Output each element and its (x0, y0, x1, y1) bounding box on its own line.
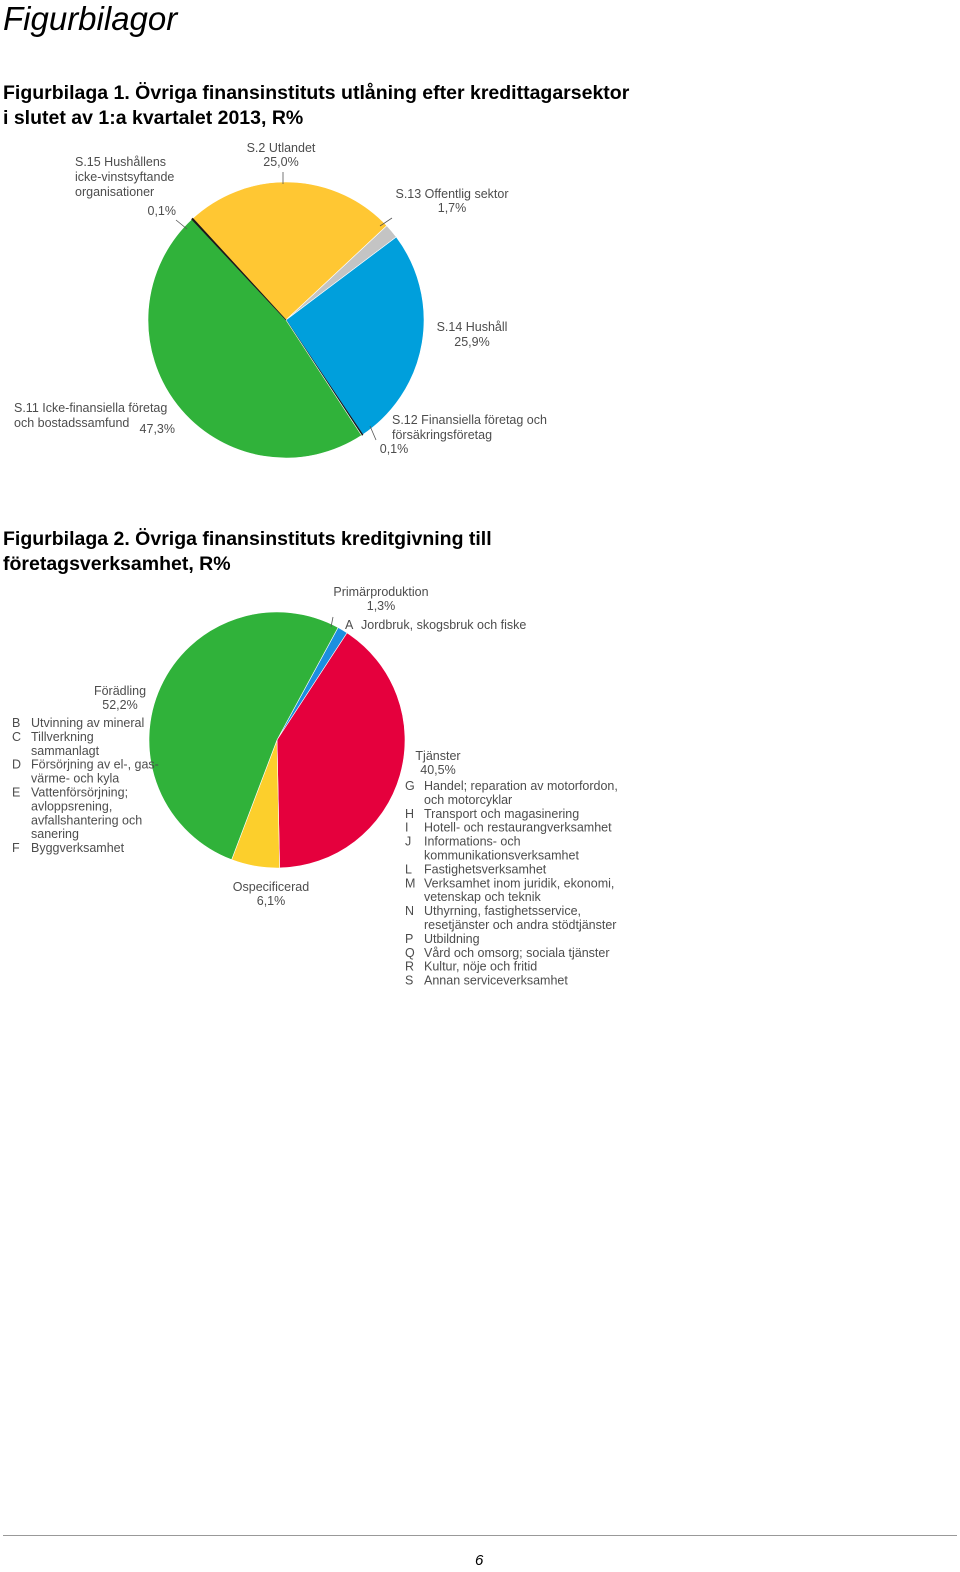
figure-1-caption (3, 81, 629, 131)
pie2-legend-1-text-1: och motorcyklar (424, 792, 513, 807)
pie2-legend-1-code-13: R (405, 959, 415, 974)
pie2-legend-1-text-13: Kultur, nöje och fritid (424, 959, 538, 974)
pie2-legend-1-code-12: Q (405, 945, 415, 960)
pie1-label-1: S.13 Offentlig sektor (395, 187, 509, 201)
pie2-legend-1-text-0: Handel; reparation av motorfordon, (424, 779, 618, 793)
pie2-legend-1-code-4: J (405, 834, 412, 849)
pie2-legend-3-text-7: avfallshantering och (31, 813, 143, 828)
pie1-label-3: S.12 Finansiella företag och försäkringsföretag (392, 413, 547, 442)
pie2-label-2: Ospecificerad (232, 880, 310, 894)
pie1-value-4: 47,3% (139, 422, 175, 436)
pie2-legend-1-code-7: M (405, 876, 416, 891)
pie2-legend-1-text-11: Utbildning (424, 931, 480, 946)
pie2-legend-1-text-14: Annan serviceverksamhet (424, 973, 568, 988)
pie2-legend-3-text-2: sammanlagt (31, 743, 100, 758)
pie2-legend-0-code-0: A (345, 618, 354, 632)
figure-2-caption (3, 527, 492, 577)
pie2-legend-3-text-9: Byggverksamhet (31, 841, 125, 856)
pie2-label-3: Förädling (93, 684, 147, 698)
pie2-legend-3-text-0: Utvinning av mineral (31, 716, 145, 730)
pie2-value-2: 6,1% (256, 894, 286, 908)
pie1-value-2: 25,9% (454, 335, 490, 349)
pie2-label-1: Tjänster (415, 749, 461, 763)
pie2-legend-3-text-3: Försörjning av el-, gas- (31, 757, 159, 772)
pie2-value-1: 40,5% (420, 763, 456, 777)
pie2-legend-1-code-6: L (405, 862, 412, 877)
pie2-legend-3-text-4: värme- och kyla (31, 771, 120, 786)
pie2-legend-1-text-2: Transport och magasinering (424, 806, 580, 821)
pie2-legend-1-text-6: Fastighetsverksamhet (424, 862, 547, 877)
pie1-leader-3 (370, 426, 376, 440)
page-title: Figurbilagor (3, 0, 178, 37)
pie2-legend-3-code-5: E (12, 785, 21, 800)
pie2-legend-3-code-0: B (12, 716, 21, 730)
pie2-legend-1-code-14: S (405, 973, 414, 988)
pie2-value-3: 52,2% (102, 698, 138, 712)
pie2-legend-1-code-11: P (405, 931, 414, 946)
pie-chart-credit-to-business (0, 580, 960, 1000)
pie2-legend-1-code-9: N (405, 904, 415, 919)
pie2-legend-1-code-2: H (405, 806, 415, 821)
figure-2-caption-line-2: företagsverksamhet, R% (3, 553, 231, 575)
pie2-legend-1-text-10: resetjänster och andra stödtjänster (424, 918, 617, 932)
pie1-value-5: 0,1% (147, 204, 176, 218)
pie1-value-3: 0,1% (379, 442, 409, 456)
pie2-legend-1-text-9: Uthyrning, fastighetsservice, (424, 904, 582, 919)
pie2-legend-1-text-3: Hotell- och restaurangverksamhet (424, 820, 612, 835)
figure-1-caption-line-2: i slutet av 1:a kvartalet 2013, R% (3, 107, 304, 129)
pie1-label-5: S.15 Hushållens icke-vinstsyftande organisationer (75, 155, 175, 199)
pie2-legend-3-code-9: F (12, 841, 20, 856)
pie2-legend-3-text-1: Tillverkning (31, 729, 94, 744)
figure-1-caption-line-1: Figurbilaga 1. Övriga finansinstituts utlåning efter kredittagarsektor (3, 82, 630, 104)
pie2-legend-3-code-1: C (12, 729, 22, 744)
pie1-label-2: S.14 Hushåll (436, 320, 508, 334)
pie2-value-0: 1,3% (366, 599, 396, 613)
pie2-legend-1-text-8: vetenskap och teknik (424, 890, 541, 905)
pie2-legend-1-text-5: kommunikationsverksamhet (424, 848, 579, 863)
pie1-leader-5 (176, 220, 187, 229)
page-number: 6 (475, 1552, 484, 1569)
pie2-legend-3-text-8: sanering (31, 827, 79, 842)
pie2-label-0: Primärproduktion (333, 585, 429, 599)
footer-divider (3, 1535, 957, 1536)
pie1-label-0: S.2 Utlandet (246, 141, 316, 155)
pie2-legend-1-text-4: Informations- och (424, 834, 521, 849)
pie1-label-4: S.11 Icke-finansiella företag och bostadssamfund (14, 401, 168, 430)
pie2-legend-3-text-5: Vattenförsörjning; (31, 785, 129, 800)
pie1-value-0: 25,0% (263, 155, 299, 169)
pie-chart-lending-by-sector (0, 136, 960, 466)
pie2-legend-3-text-6: avloppsrening, (31, 799, 113, 814)
pie2-legend-1-code-3: I (405, 820, 409, 835)
pie2-legend-1-text-7: Verksamhet inom juridik, ekonomi, (424, 876, 615, 891)
pie2-legend-3-code-3: D (12, 757, 22, 772)
figure-2-caption-line-1: Figurbilaga 2. Övriga finansinstituts kreditgivning till (3, 528, 492, 550)
pie2-legend-1-code-0: G (405, 779, 415, 793)
pie1-value-1: 1,7% (437, 201, 467, 215)
pie2-legend-1-text-12: Vård och omsorg; sociala tjänster (424, 945, 610, 960)
pie2-legend-0-text-0: Jordbruk, skogsbruk och fiske (361, 618, 527, 632)
